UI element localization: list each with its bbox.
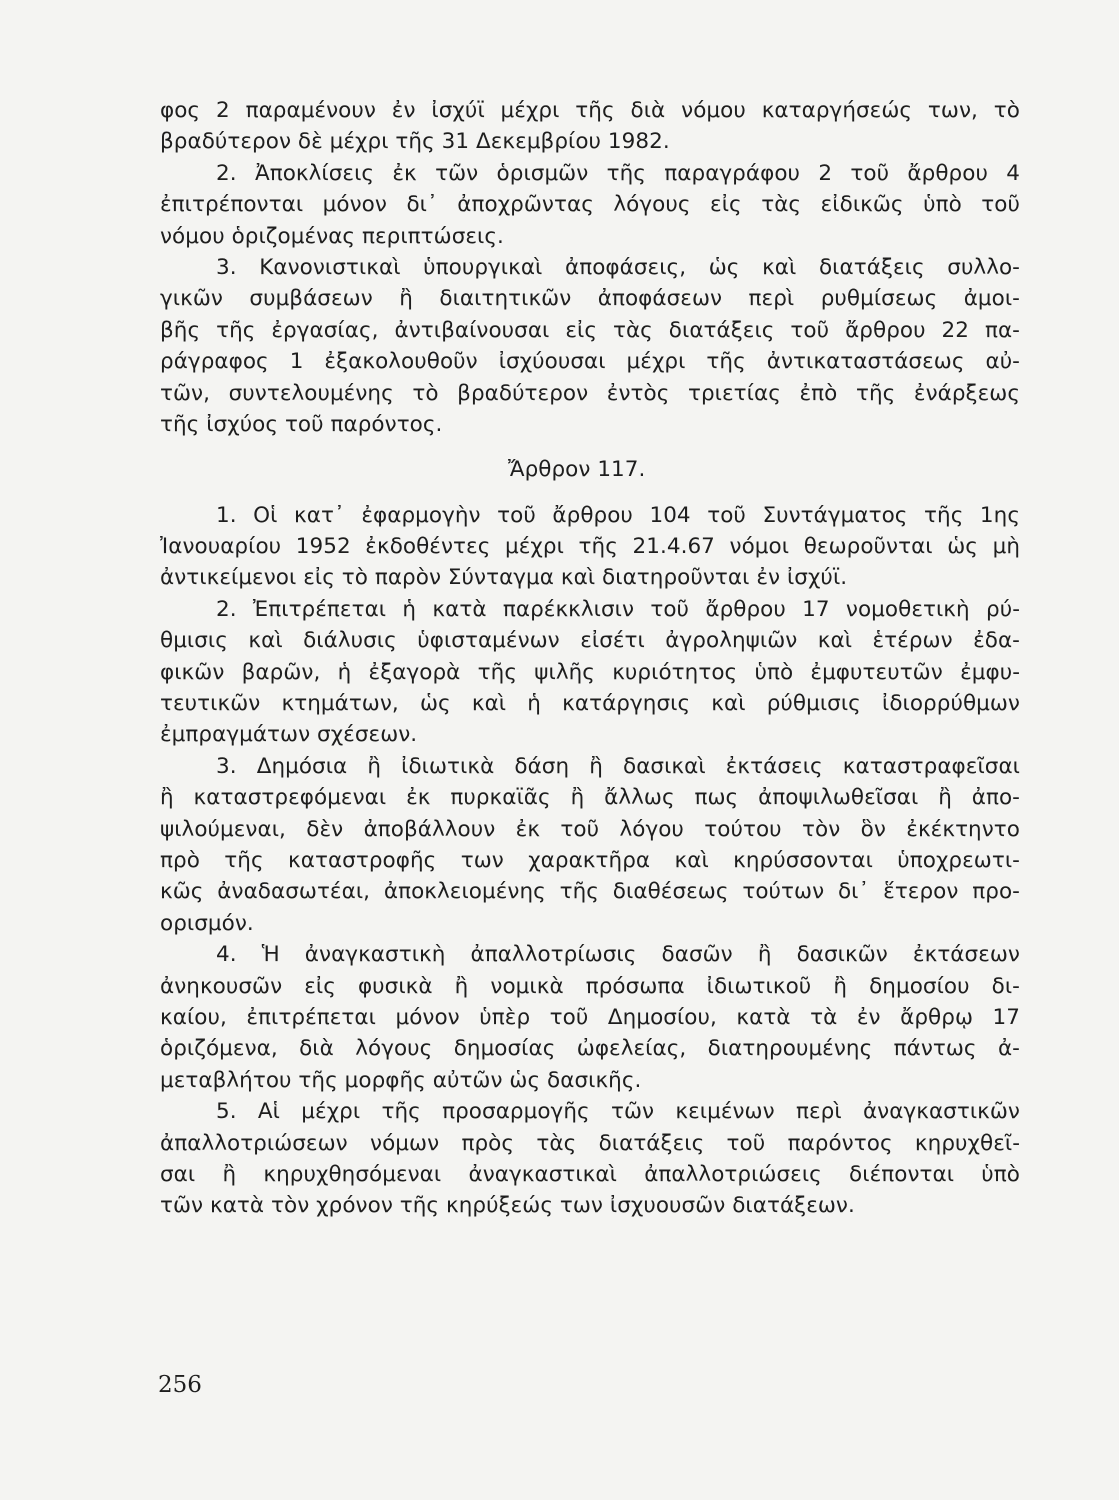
text-line: τευτικῶν κτημάτων, ὡς καὶ ἡ κατάργησις καὶ ρύθμισις ἰδιορρύθμων (160, 691, 1020, 717)
text-line: νόμου ὁριζομένας περιπτώσεις. (160, 223, 504, 249)
article-heading: Ἄρθρον 117. (508, 457, 646, 483)
text-line: ἀπαλλοτριώσεων νόμων πρὸς τὰς διατάξεις τοῦ παρόντος κηρυχθεῖ- (160, 1130, 1020, 1156)
page-number: 256 (158, 1372, 202, 1398)
text-line: ἐπιτρέπονται μόνον δι᾽ ἀποχρῶντας λόγους εἰς τὰς εἰδικῶς ὑπὸ τοῦ (160, 192, 1020, 218)
text-line: καίου, ἐπιτρέπεται μόνον ὑπὲρ τοῦ Δημοσίου, κατὰ τὰ ἐν ἄρθρῳ 17 (160, 1004, 1020, 1030)
text-line: τῶν κατὰ τὸν χρόνον τῆς κηρύξεώς των ἰσχυουσῶν διατάξεων. (160, 1193, 855, 1219)
paragraph-start: 3. Δημόσια ἢ ἰδιωτικὰ δάση ἢ δασικαὶ ἐκτάσεις καταστραφεῖσαι (216, 753, 1020, 779)
text-line: ορισμόν. (160, 910, 254, 936)
text-line: πρὸ τῆς καταστροφῆς των χαρακτῆρα καὶ κηρύσσονται ὑποχρεωτι- (160, 847, 1020, 873)
text-line: ψιλούμεναι, δὲν ἀποβάλλουν ἐκ τοῦ λόγου τούτου τὸν ὃν ἐκέκτηντο (160, 816, 1020, 842)
text-line: ἀντικείμενοι εἰς τὸ παρὸν Σύνταγμα καὶ διατηροῦνται ἐν ἰσχύϊ. (160, 565, 848, 591)
text-line: θμισις καὶ διάλυσις ὑφισταμένων εἰσέτι ἀγροληψιῶν καὶ ἑτέρων ἐδα- (160, 628, 1020, 654)
paragraph-start: 5. Αἱ μέχρι τῆς προσαρμογῆς τῶν κειμένων περὶ ἀναγκαστικῶν (216, 1099, 1020, 1125)
text-line: βῆς τῆς ἐργασίας, ἀντιβαίνουσαι εἰς τὰς διατάξεις τοῦ ἄρθρου 22 πα- (160, 317, 1020, 343)
text-line: Ἰανουαρίου 1952 ἐκδοθέντες μέχρι τῆς 21.4.67 νόμοι θεωροῦνται ὡς μὴ (160, 534, 1020, 560)
text-line: φος 2 παραμένουν ἐν ἰσχύϊ μέχρι τῆς διὰ νόμου καταργήσεώς των, τὸ (160, 98, 1020, 123)
text-line: βραδύτερον δὲ μέχρι τῆς 31 Δεκεμβρίου 1982. (160, 129, 670, 155)
text-line: ράγραφος 1 ἐξακολουθοῦν ἰσχύουσαι μέχρι τῆς ἀντικαταστάσεως αὐ- (160, 349, 1020, 375)
paragraph-start: 3. Κανονιστικαὶ ὑπουργικαὶ ἀποφάσεις, ὡς καὶ διατάξεις συλλο- (216, 254, 1020, 280)
text-line: φικῶν βαρῶν, ἡ ἐξαγορὰ τῆς ψιλῆς κυριότητος ὑπὸ ἐμφυτευτῶν ἐμφυ- (160, 659, 1020, 685)
text-line: μεταβλήτου τῆς μορφῆς αὐτῶν ὡς δασικῆς. (160, 1067, 642, 1093)
paragraph-start: 2. Ἀποκλίσεις ἐκ τῶν ὁρισμῶν τῆς παραγράφου 2 τοῦ ἄρθρου 4 (216, 160, 1020, 186)
paragraph-start: 1. Οἱ κατ᾽ ἐφαρμογὴν τοῦ ἄρθρου 104 τοῦ Συντάγματος τῆς 1ης (216, 502, 1020, 528)
paragraph-start: 4. Ἡ ἀναγκαστικὴ ἀπαλλοτρίωσις δασῶν ἢ δασικῶν ἐκτάσεων (216, 942, 1020, 968)
body-text (160, 95, 1020, 1222)
text-line: γικῶν συμβάσεων ἢ διαιτητικῶν ἀποφάσεων περὶ ρυθμίσεως ἀμοι- (160, 286, 1020, 312)
text-line: ὁριζόμενα, διὰ λόγους δημοσίας ὠφελείας, διατηρουμένης πάντως ἀ- (160, 1036, 1020, 1062)
text-line: τῆς ἰσχύος τοῦ παρόντος. (160, 411, 443, 437)
text-line: ἢ καταστρεφόμεναι ἐκ πυρκαϊᾶς ἢ ἄλλως πως ἀποψιλωθεῖσαι ἢ ἀπο- (160, 785, 1020, 811)
paragraph-start: 2. Ἐπιτρέπεται ἡ κατὰ παρέκκλισιν τοῦ ἄρθρου 17 νομοθετικὴ ρύ- (216, 596, 1020, 622)
text-line: κῶς ἀναδασωτέαι, ἀποκλειομένης τῆς διαθέσεως τούτων δι᾽ ἕτερον προ- (160, 879, 1020, 905)
text-line: σαι ἢ κηρυχθησόμεναι ἀναγκαστικαὶ ἀπαλλοτριώσεις διέπονται ὑπὸ (160, 1161, 1020, 1187)
text-line: ἀνηκουσῶν εἰς φυσικὰ ἢ νομικὰ πρόσωπα ἰδιωτικοῦ ἢ δημοσίου δι- (160, 973, 1020, 999)
text-line: τῶν, συντελουμένης τὸ βραδύτερον ἐντὸς τριετίας ἐπὸ τῆς ἐνάρξεως (160, 380, 1020, 406)
text-line: ἐμπραγμάτων σχέσεων. (160, 722, 418, 748)
